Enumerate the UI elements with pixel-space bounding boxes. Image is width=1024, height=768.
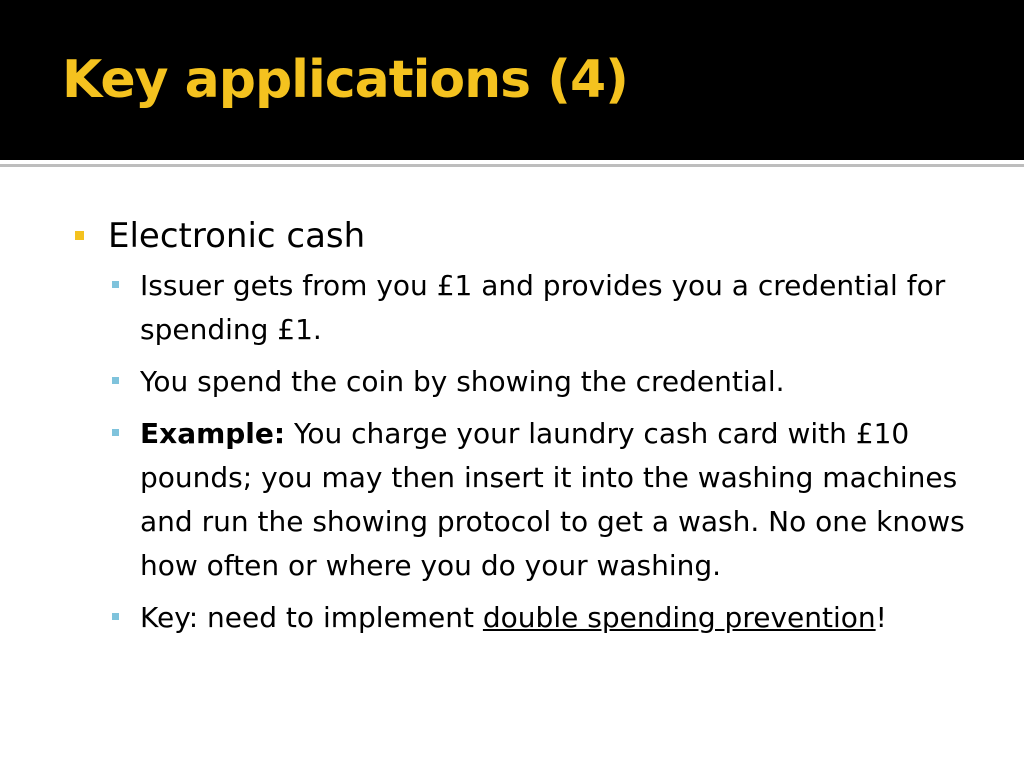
slide-content [0, 210, 1024, 648]
sub-bullet-text: You charge your laundry cash card with £10 pounds; you may then insert it into the washing machines and run the showing protocol to get a wash. No one knows how often or where you do your washing. [140, 417, 965, 582]
title-divider [0, 160, 1024, 168]
sub-bullet-suffix: ! [875, 601, 887, 634]
sub-bullet-text: Key: need to implement [140, 601, 483, 634]
sub-bullet-example [140, 412, 970, 588]
small-square-bullet-icon [112, 377, 119, 384]
sub-bullet-text: You spend the coin by showing the credential. [140, 365, 785, 398]
sub-bullet-list [0, 264, 1024, 640]
sub-bullet-text: Issuer gets from you £1 and provides you a credential for spending £1. [140, 269, 946, 346]
double-spending-prevention-link[interactable]: double spending prevention [482, 601, 876, 634]
sub-bullet-issuer [140, 264, 970, 352]
sub-bullet-spend [140, 360, 970, 404]
square-bullet-icon [75, 231, 84, 240]
small-square-bullet-icon [112, 613, 119, 620]
small-square-bullet-icon [112, 429, 119, 436]
small-square-bullet-icon [112, 281, 119, 288]
bullet-text: Electronic cash [108, 216, 366, 256]
example-label: Example: [140, 417, 286, 450]
bullet-electronic-cash [108, 210, 968, 262]
slide-title: Key applications (4) [62, 50, 628, 110]
sub-bullet-key [140, 596, 970, 640]
title-bar [0, 0, 1024, 160]
